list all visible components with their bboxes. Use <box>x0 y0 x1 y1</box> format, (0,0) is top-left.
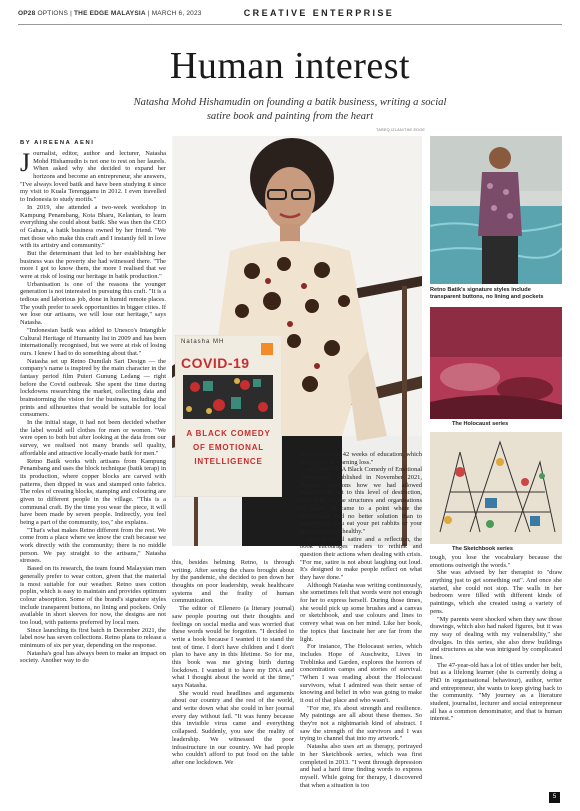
holocaust-painting <box>430 307 562 419</box>
page-number-box: 5 <box>549 792 560 803</box>
book-subtitle-line: A BLACK COMEDY <box>186 429 271 438</box>
paragraph: She was advised by her therapist to "draw anything just to get something out". And once she started, she could not stop. The walls in her bedroom were filled with different kinds of paintings, which she created using a variety of pens. <box>430 569 562 615</box>
book-subtitle-line: INTELLIGENCE <box>194 457 263 466</box>
paragraph: Journalist, editor, author and lecturer, Natasha Mohd Hishamudin is not one to rest on her laurels. When asked why she decided to expand her horizons and become an entrepreneur, she answers, "I've always loved batik and have been studying it since my visit to Kuala Terengganu in 2012. I even travelled to Indonesia to study motifs." <box>20 150 166 204</box>
issue-date: MARCH 6, 2023 <box>151 10 202 17</box>
sketchbook-drawing <box>430 432 562 544</box>
publication-name: THE EDGE MALAYSIA <box>74 10 146 17</box>
paragraph: For instance, The Holocaust series, which includes Hope of Auschwitz, Lives in Treblinka and Garden, explores the horrors of concentration camps and stories of survival. "When I was reading about the Holocaust survivors, what I admired was their sense of knowing and belief in who was going to make it out of that place and who wasn't. <box>300 643 422 704</box>
folio: OP28 OPTIONS | THE EDGE MALAYSIA | MARCH 6, 2023 <box>18 10 202 17</box>
paragraph: "For me, it's about strength and resilience. My paintings are all about these themes. So they're not a nightmarish kind of abstract. I saw the strength of the survivors and I was trying to channel that into my artwork." <box>300 704 422 743</box>
paragraph: Urbanisation is one of the reasons the younger generation is not interested in pursuing this craft. "It is a tedious and laborious job, done in humid remote places. The youth prefer to seek opportunities in bigger cities. If we lose our artisans, we will lose our heritage," says Natasha. <box>20 280 166 327</box>
paragraph: Both a social satire and a reflection, the book encourages readers to rethink and question their actions when dealing with crisis. "For me, satire is not about laughing out loud. It's designed to make people reflect on what they have done." <box>300 535 422 581</box>
paragraph: Based on its research, the team found Malaysian men generally prefer to wear cotton, given that the material is most suitable for our weather. Retno uses cotton poplin, which is easy to maintain and provides optimum colour absorption. Some of the brand's signature styles include transparent buttons, no lining and pockets. Only available in short sleeves for now, the designs are not too loud, with patterns preferred by local men. <box>20 565 166 626</box>
column-title: CREATIVE ENTERPRISE <box>243 8 395 18</box>
body-column-3 <box>300 451 422 803</box>
book-subtitle-line: OF EMOTIONAL <box>193 443 264 452</box>
retno-batik-photo <box>430 136 562 284</box>
paragraph: She would read headlines and arguments about our country and the rest of the world, and write down what she could in her journal every day without fail. "It was funny because this invisible virus came and everything collapsed. Suddenly, you saw the reality of leadership. We witnessed the poor infrastructure in our country. We had people who couldn't afford to put food on the table after one lockdown. We <box>172 689 294 766</box>
deck: Natasha Mohd Hishamudin on founding a batik business, writing a social satire book and painting from the heart <box>133 97 447 122</box>
paragraph: The editor of Ellenero (a literary journal) saw people pouring out their thoughts and feelings on social media and was worried that these words would be forgotten. "I decided to write a book because I wanted it to stand the test of time. I don't have children and I don't plan to have any in this lifetime. So for me, this book was me giving birth during lockdown. I wanted it to have my DNA and what I thought about the world at the time," says Natasha. <box>172 605 294 689</box>
body-column-1 <box>20 150 166 803</box>
holocaust-caption: The Holocaust series <box>452 421 509 427</box>
paragraph: In Covid-19: A Black Comedy of Emotional Intelligence, published in November 2021, Natasha questions how we had allowed ourselves to get to this level of destruction, even with all the structures and organisations in place. "It came to a point where the government had no better solution than to suggest that you eat your pet rabbits or your ketchup to keep healthy." <box>300 466 422 535</box>
sketchbook-caption: The Sketchbook series <box>452 546 513 552</box>
book-subtitle <box>181 427 276 469</box>
paragraph: "My parents were shocked when they saw those drawings, which also had naked figures, but it was my way of dealing with my vulnerability," she divulges. In this series, she also drew buildings and structures as she was intrigued by complicated lines. <box>430 615 562 661</box>
byline: BY AIREENA AENI <box>20 140 95 146</box>
body-column-2 <box>172 559 294 803</box>
book-title: COVID-19 <box>181 355 250 371</box>
paragraph: Natasha set up Retno Dumilah Sari Design — the company's name is inspired by the main character in the fantasy period film Puteri Gunung Ledang — right before the Covid outbreak. She spent the time during lockdowns researching the market, collecting data and brainstorming the vision for the business, including the prints and silhouettes that would be suitable for local consumers. <box>20 357 166 419</box>
paragraph: In the initial stage, it had not been decided whether the label would sell clothes for men or women. "We were open to both but after looking at the data from our survey, we realised not many brands sell quality, affordable and attractive locally-made batik for men." <box>20 419 166 457</box>
section-label: OPTIONS <box>37 10 69 17</box>
paragraph: denied children 42 weeks of education, which led to 10% of learning loss." <box>300 451 422 466</box>
photo-credit: TAREQ IZLAN/THE EDGE <box>376 128 426 132</box>
paragraph: Natasha's goal has always been to make an impact on society. Another way to do <box>20 649 166 665</box>
drop-cap: J <box>20 150 31 177</box>
header-rule <box>18 24 562 25</box>
paragraph: Natasha also uses art as therapy, portrayed in her Sketchbook series, which was first completed in 2013. "I went through depression and had a hard time finding words to express myself. While going for therapy, I discovered that when a situation is too <box>300 743 422 789</box>
paragraph: this, besides helming Retno, is through writing. After seeing the chaos brought about by the pandemic, she decided to pen down her thoughts on poor leadership, weak healthcare systems and the frailty of human communication. <box>172 559 294 605</box>
retno-caption: Retno Batik's signature styles include transparent buttons, no lining and pockets <box>430 287 544 300</box>
paragraph: In 2019, she attended a two-week workshop in Kampung Penambang, Kota Bharu, Kelantan, to learn everything she could about batik. She was then the CEO of Gahara, a batik business owned by her friend. "We met those who make this craft and I instantly fell in love with its artistry and community." <box>20 203 166 250</box>
body-column-4 <box>430 554 562 803</box>
paragraph: But the determinant that led to her establishing her business was the poverty she had witnessed there. "The more I got to know them, the more I realised that we were at risk of losing our heritage in batik production." <box>20 249 166 280</box>
paragraph: Retno Batik works with artisans from Kampung Penambang and uses the block technique (batik terap) in its production, where copper blocks are carved with patterns, then dipped in wax and stamped onto fabrics. The roles of creating blocks, stamping and colouring are given to different people in the village. "This is a communal craft. By the time you wear the piece, it will have been made by seven people. Indirectly, you feel being a part of the community, too," she explains. <box>20 457 166 526</box>
paragraph: The 47-year-old has a lot of titles under her belt, but as a lifelong learner (she is currently doing a PhD in organisational behaviour), author, writer and entrepreneur, she wants to keep giving back to the community. "My journey as a literature student, journalist, lecturer and social entrepreneur all has a common denominator, and that is human interest." <box>430 661 562 723</box>
paragraph: Since launching its first batch in December 2021, the label now has seven collections. Retno plans to release a minimum of six per year, depending on the response. <box>20 626 166 649</box>
page-number-label: OP28 <box>18 10 36 17</box>
book-cover <box>175 335 282 497</box>
paragraph: Although Natasha was writing continuously, she sometimes felt that words were not enough for her to express herself. During those times, she would pick up some brushes and a canvas or sketchbook, and use colours and lines to convey what was on her mind. Like her book, the topics that fascinate her are far from the light. <box>300 581 422 643</box>
paragraph: "Indonesian batik was added to Unesco's Intangible Cultural Heritage of Humanity list in 2009 and has been internationally recognised, but we were at risk of losing ours. I knew I had to do something about that." <box>20 326 166 357</box>
headline: Human interest <box>169 45 411 87</box>
book-author: Natasha MH <box>181 339 225 345</box>
paragraph: "That's what makes Retno different from the rest. We come from a place where we know the craft because we work directly with the community; there is no middle person. We pay straight to the artisans," Natasha stresses. <box>20 526 166 565</box>
paragraph: tough, you lose the vocabulary because the emotions outweigh the words." <box>430 554 562 569</box>
